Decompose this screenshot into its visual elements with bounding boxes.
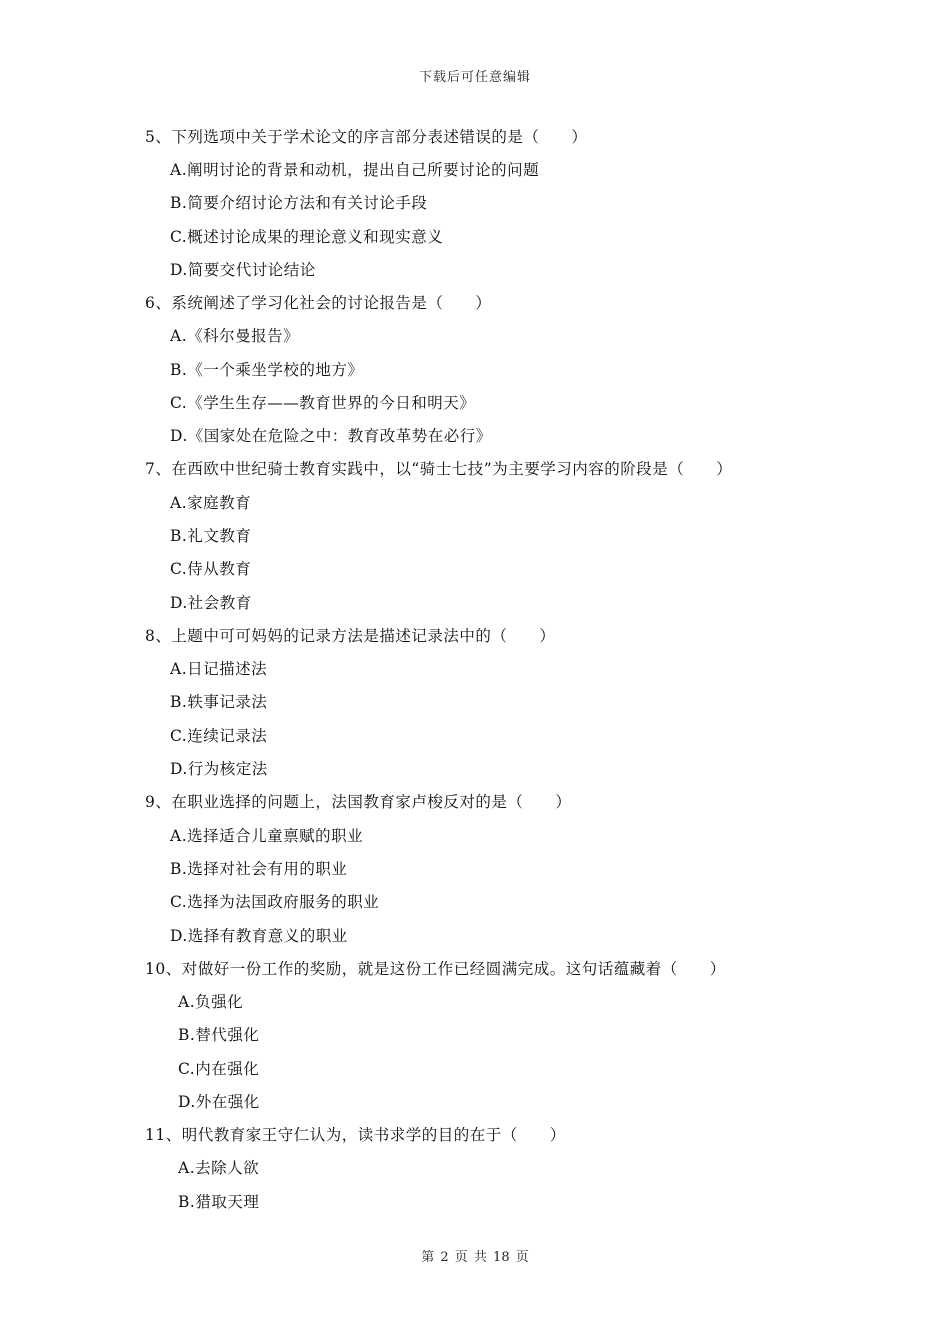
question-11-stem: 11、明代教育家王守仁认为，读书求学的目的在于（ ）: [145, 1126, 566, 1144]
question-8-option-b: B.轶事记录法: [170, 693, 268, 711]
question-7-option-b: B.礼文教育: [170, 527, 252, 545]
question-5-option-d: D.简要交代讨论结论: [170, 261, 316, 279]
question-8-option-c: C.连续记录法: [170, 727, 268, 745]
question-9-stem: 9、在职业选择的问题上，法国教育家卢梭反对的是（ ）: [145, 793, 572, 811]
question-10-option-a: A.负强化: [178, 993, 244, 1011]
question-6-option-a: A.《科尔曼报告》: [170, 327, 300, 345]
question-7-stem: 7、在西欧中世纪骑士教育实践中，以“骑士七技”为主要学习内容的阶段是（ ）: [145, 460, 733, 478]
question-7-option-a: A.家庭教育: [170, 494, 252, 512]
question-10-option-c: C.内在强化: [178, 1060, 260, 1078]
question-9-option-d: D.选择有教育意义的职业: [170, 927, 348, 945]
question-10-stem: 10、对做好一份工作的奖励，就是这份工作已经圆满完成。这句话蕴藏着（ ）: [145, 960, 726, 978]
question-9-option-c: C.选择为法国政府服务的职业: [170, 893, 380, 911]
question-9-option-a: A.选择适合儿童禀赋的职业: [170, 827, 364, 845]
question-6-option-b: B.《一个乘坐学校的地方》: [170, 361, 364, 379]
question-10-option-b: B.替代强化: [178, 1026, 260, 1044]
question-11-option-b: B.猎取天理: [178, 1193, 260, 1211]
question-5-option-c: C.概述讨论成果的理论意义和现实意义: [170, 228, 444, 246]
question-5-stem: 5、下列选项中关于学术论文的序言部分表述错误的是（ ）: [145, 128, 588, 146]
question-6-stem: 6、系统阐述了学习化社会的讨论报告是（ ）: [145, 294, 492, 312]
question-10-option-d: D.外在强化: [178, 1093, 260, 1111]
question-6-option-c: C.《学生生存——教育世界的今日和明天》: [170, 394, 476, 412]
question-7-option-d: D.社会教育: [170, 594, 252, 612]
question-9-option-b: B.选择对社会有用的职业: [170, 860, 348, 878]
question-7-option-c: C.侍从教育: [170, 560, 252, 578]
question-11-option-a: A.去除人欲: [178, 1159, 260, 1177]
page-header: 下载后可任意编辑: [418, 70, 531, 85]
question-8-option-d: D.行为核定法: [170, 760, 268, 778]
question-6-option-d: D.《国家处在危险之中：教育改革势在必行》: [170, 427, 492, 445]
question-5-option-a: A.阐明讨论的背景和动机，提出自己所要讨论的问题: [170, 161, 540, 179]
question-8-stem: 8、上题中可可妈妈的记录方法是描述记录法中的（ ）: [145, 627, 556, 645]
question-5-option-b: B.简要介绍讨论方法和有关讨论手段: [170, 194, 428, 212]
question-8-option-a: A.日记描述法: [170, 660, 268, 678]
page-footer: 第 2 页 共 18 页: [421, 1250, 529, 1265]
